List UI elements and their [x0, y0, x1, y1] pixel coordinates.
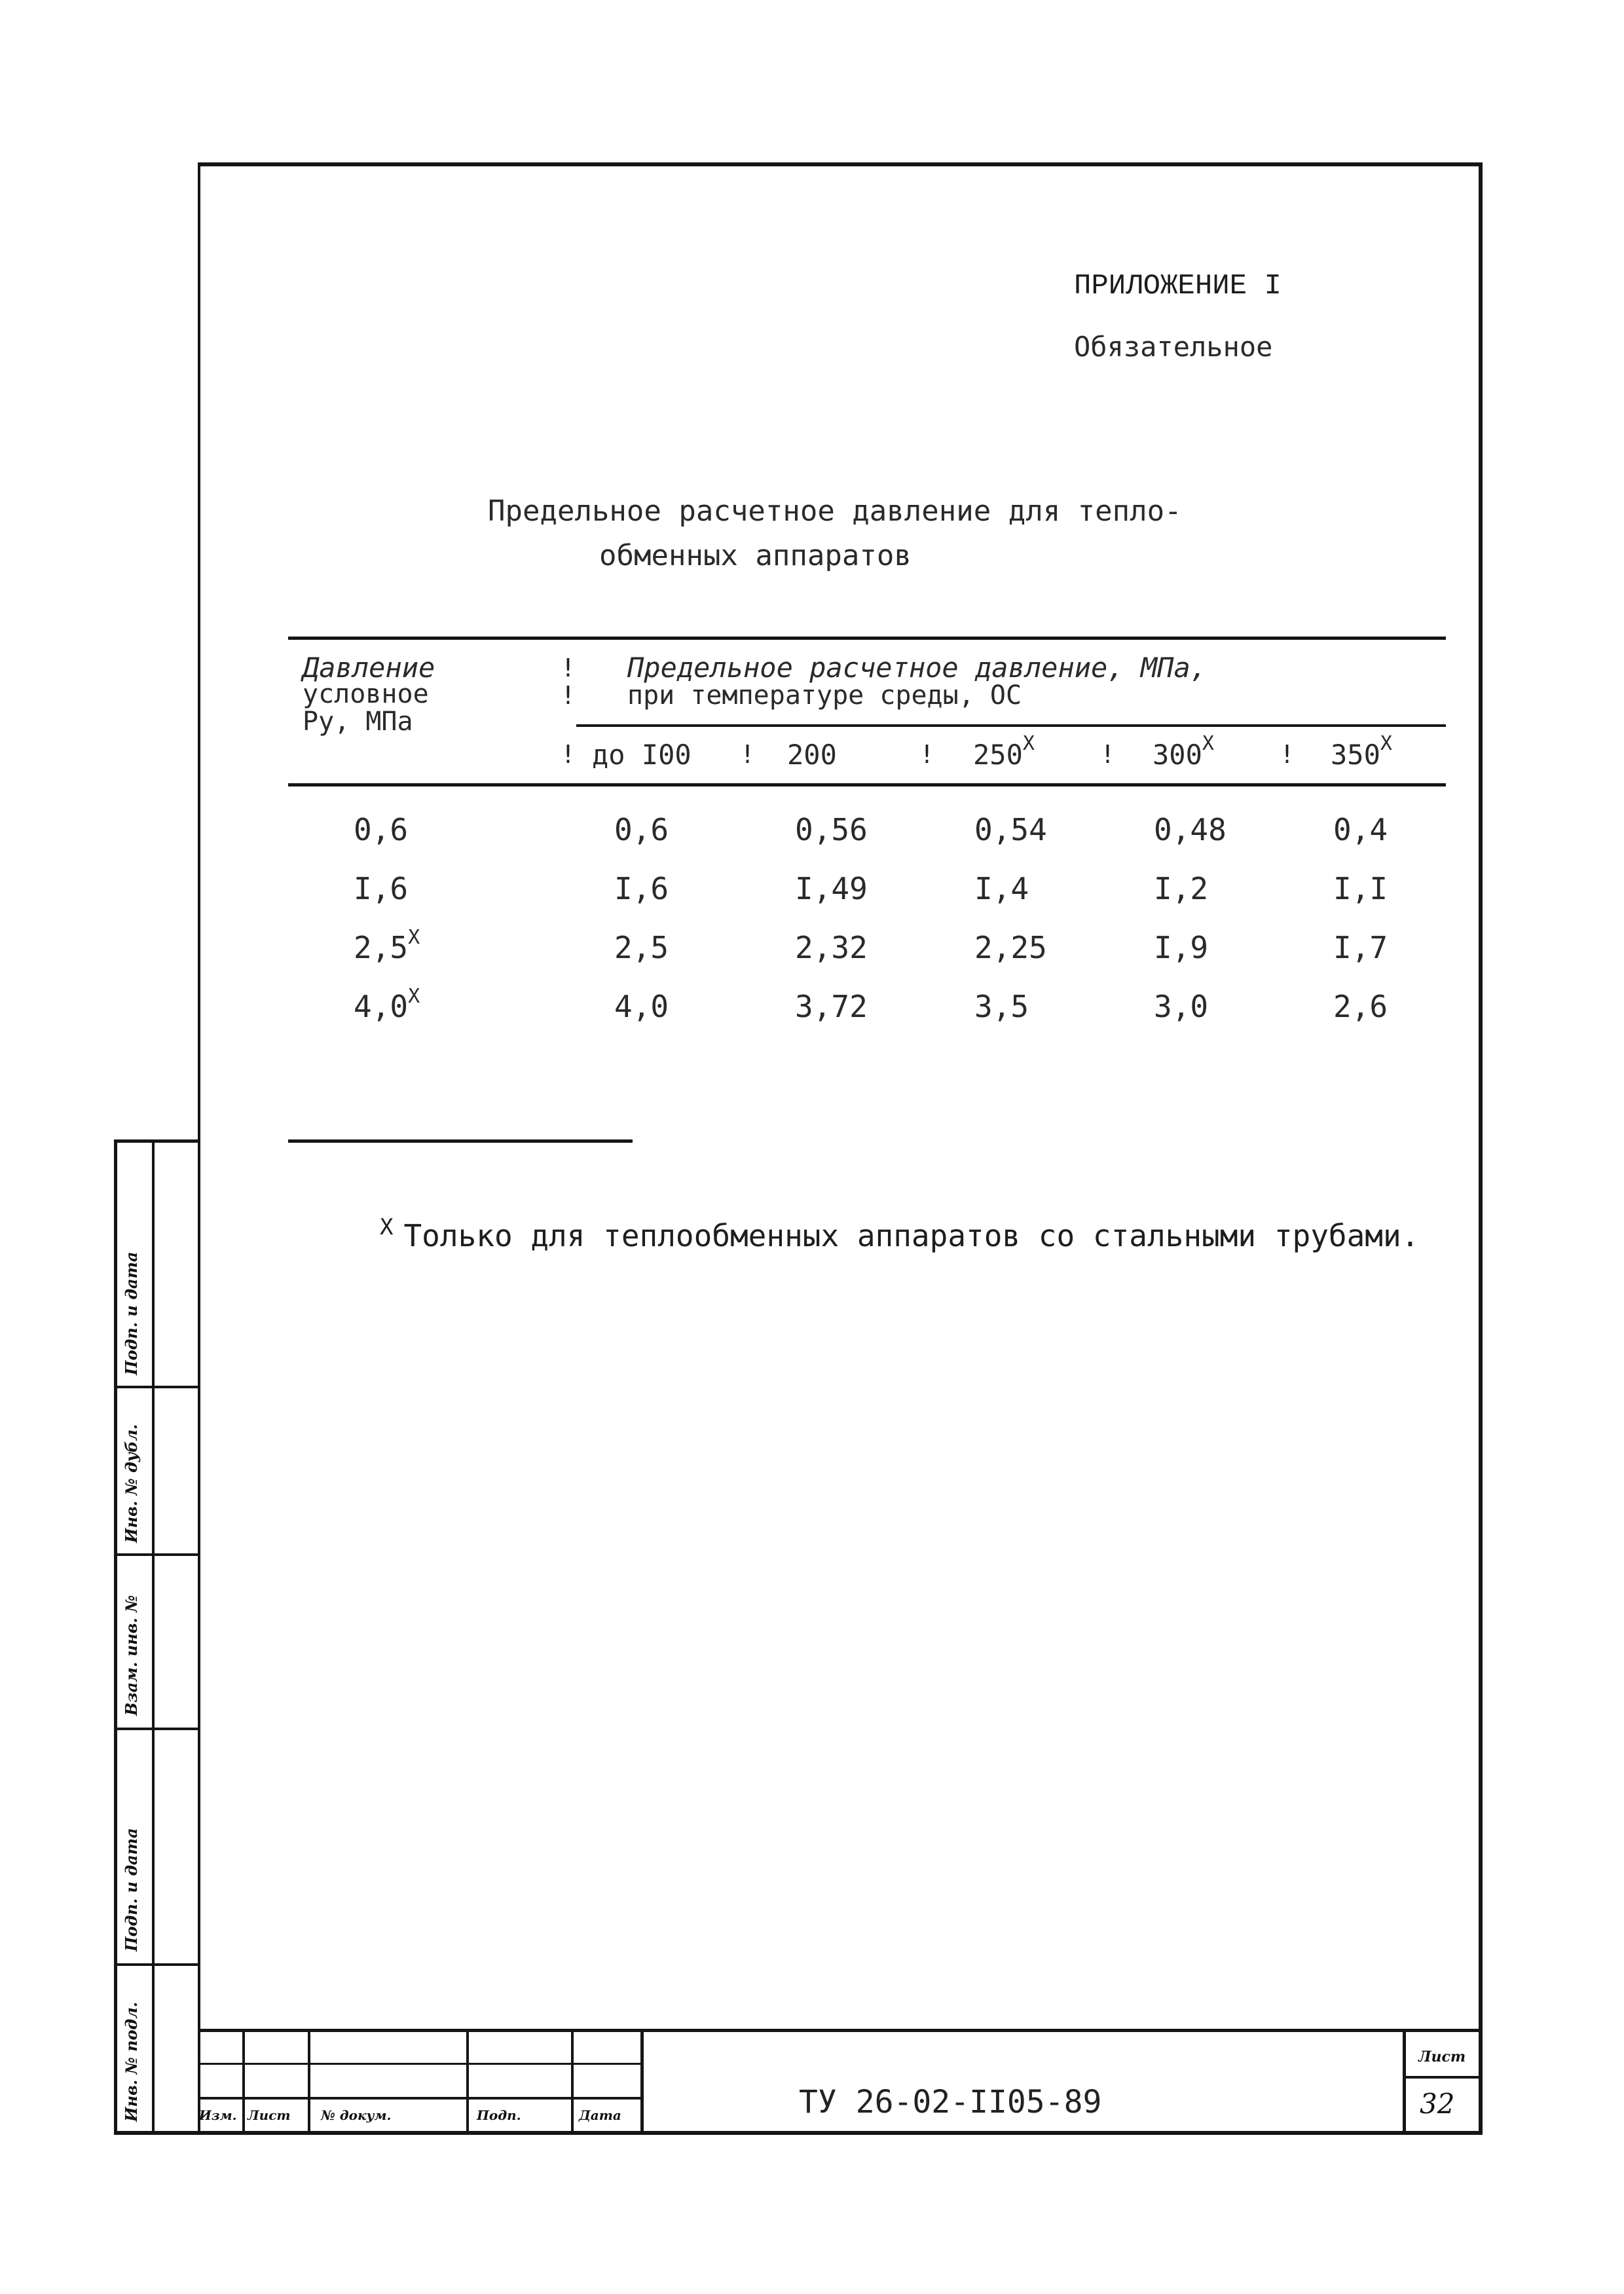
table-cell: I,9	[1154, 930, 1209, 965]
table-cell: I,7	[1333, 930, 1388, 965]
sheet-number: 32	[1420, 2088, 1455, 2120]
title-block-col	[466, 2029, 469, 2134]
table-cell: 2,25	[974, 930, 1047, 965]
table-cell: 2,32	[795, 930, 868, 965]
table-cell: I,49	[795, 871, 868, 906]
title-block-col	[242, 2029, 245, 2134]
table-row-py: $2,5^X$	[354, 926, 420, 965]
separator-mark: !	[561, 681, 576, 710]
side-label-podp-data-2: Подп. и дата	[122, 1251, 141, 1375]
title-block-sheet-col	[1403, 2029, 1406, 2134]
side-stamp-rule	[114, 1386, 200, 1388]
separator-mark: !	[561, 654, 576, 682]
table-row-py: I,6	[354, 871, 409, 906]
table-cell: 0,4	[1333, 812, 1388, 847]
table-caption-line1: Предельное расчетное давление для тепло-	[488, 494, 1182, 528]
table-cell: 0,54	[974, 812, 1047, 847]
table-cell: 3,0	[1154, 989, 1209, 1024]
side-stamp-rule	[114, 1553, 200, 1556]
side-stamp-rule	[114, 1963, 200, 1966]
table-cell: 4,0	[614, 989, 669, 1024]
title-block-top	[198, 2029, 1483, 2032]
table-row-py: 0,6	[354, 812, 409, 847]
side-stamp-rule	[114, 1728, 200, 1730]
table-cell: I,I	[1333, 871, 1388, 906]
table-caption-line2: обменных аппаратов	[599, 539, 912, 572]
frame-left	[198, 162, 200, 2135]
temp-header: $350^X$	[1331, 732, 1392, 771]
title-block-col	[640, 2029, 644, 2134]
table-cell: 2,5	[614, 930, 669, 965]
temp-header: $300^X$	[1153, 732, 1214, 771]
title-col-list: Лист	[248, 2107, 291, 2123]
separator-mark: !	[561, 740, 576, 769]
title-col-doc: № докум.	[321, 2107, 392, 2123]
title-block-row	[198, 2063, 643, 2065]
footnote-rule	[288, 1139, 633, 1143]
table-cell: I,6	[614, 871, 669, 906]
temp-header: $250^X$	[973, 732, 1035, 771]
frame-bottom	[115, 2131, 1483, 2135]
group-header-line2: при температуре среды, ОС	[627, 680, 1022, 711]
title-block-col	[308, 2029, 310, 2134]
side-label-inv-podl: Инв. № подл.	[122, 2001, 141, 2122]
frame-right	[1479, 162, 1483, 2135]
sheet-label: Лист	[1418, 2048, 1466, 2065]
col0-header-line2: условное	[303, 679, 429, 709]
table-cell: 2,6	[1333, 989, 1388, 1024]
separator-mark: !	[1100, 740, 1115, 769]
table-cell: I,2	[1154, 871, 1209, 906]
title-block-col	[571, 2029, 574, 2134]
separator-mark: !	[919, 740, 934, 769]
title-col-data: Дата	[579, 2107, 621, 2123]
temp-header: 200	[787, 739, 837, 771]
side-label-vzam-inv: Взам. инв. №	[122, 1595, 141, 1716]
separator-mark: !	[740, 740, 755, 769]
title-block-row	[198, 2097, 643, 2100]
table-header-bottom-rule	[288, 783, 1446, 786]
side-label-podp-data: Подп. и дата	[122, 1828, 141, 1952]
side-label-inv-dubl: Инв. № дубл.	[122, 1424, 141, 1543]
title-col-izm: Изм.	[199, 2107, 237, 2123]
frame-top	[200, 162, 1483, 166]
table-cell: I,4	[974, 871, 1029, 906]
side-stamp-rule	[114, 1139, 200, 1143]
appendix-status: Обязательное	[1074, 331, 1273, 363]
group-header-line1: Предельное расчетное давление, МПа,	[627, 652, 1208, 684]
title-block-sheet-row	[1403, 2076, 1481, 2079]
side-stamp-outer	[114, 1139, 117, 2135]
separator-mark: !	[1280, 740, 1295, 769]
table-group-rule	[576, 724, 1446, 727]
title-col-podp: Подп.	[477, 2107, 521, 2123]
document-code: ТУ 26-02-II05-89	[799, 2084, 1102, 2120]
table-cell: 3,72	[795, 989, 868, 1024]
col0-header-line3: Ру, МПа	[303, 707, 413, 737]
table-row-py: $4,0^X$	[354, 985, 420, 1024]
table-cell: 3,5	[974, 989, 1029, 1024]
side-stamp-inner	[152, 1139, 155, 2135]
col0-header-line1: Давление	[303, 652, 435, 684]
table-cell: 0,6	[614, 812, 669, 847]
table-cell: 0,48	[1154, 812, 1227, 847]
temp-header: до I00	[592, 739, 692, 771]
table-cell: 0,56	[795, 812, 868, 847]
footnote: $^X$ Только для теплообменных аппаратов со стальными трубами.	[380, 1214, 1420, 1253]
appendix-title: ПРИЛОЖЕНИЕ I	[1074, 270, 1282, 303]
table-top-rule	[288, 637, 1446, 640]
